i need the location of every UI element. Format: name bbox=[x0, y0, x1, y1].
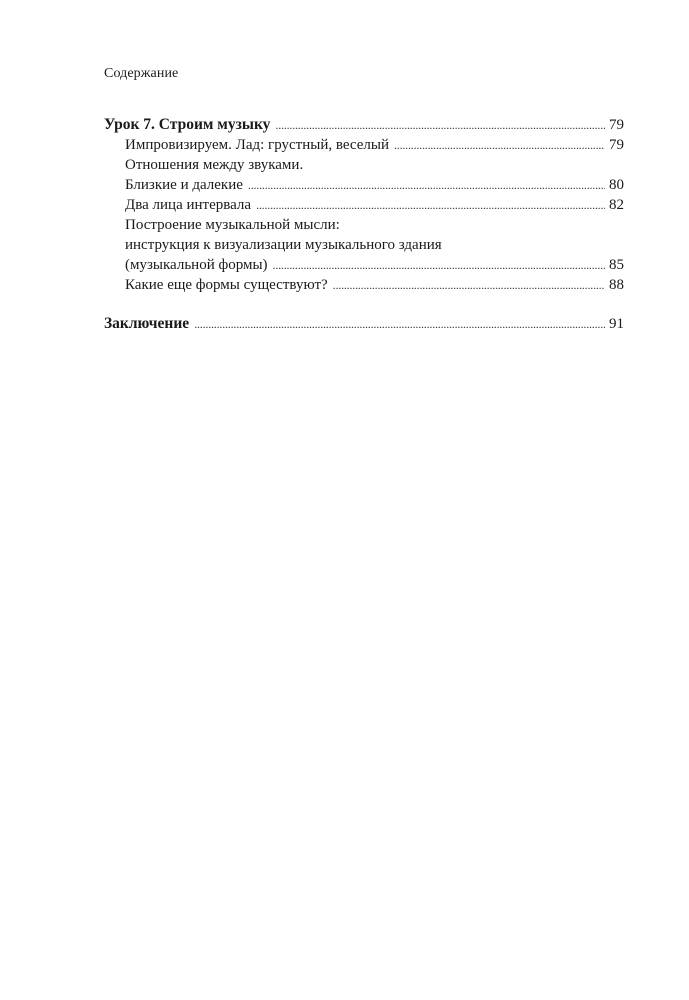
toc-entry-title: Импровизируем. Лад: грустный, веселый bbox=[125, 137, 389, 153]
dot-leader bbox=[394, 135, 605, 155]
toc-page-number: 91 bbox=[609, 316, 624, 332]
dot-leader bbox=[256, 195, 605, 215]
toc-entry-title: (музыкальной формы) bbox=[125, 257, 268, 273]
dot-leader bbox=[273, 255, 605, 275]
toc-entry-title-line: Отношения между звуками. bbox=[125, 157, 304, 173]
toc-entry-relations[interactable] bbox=[104, 175, 624, 195]
toc-page-number: 88 bbox=[609, 277, 624, 293]
toc-entry-title: Два лица интервала bbox=[125, 197, 252, 213]
toc-entry-musical-form[interactable] bbox=[104, 255, 624, 275]
section-gap bbox=[104, 295, 624, 314]
toc-entry-title-line: Построение музыкальной мысли: bbox=[125, 217, 340, 233]
toc-page-number: 80 bbox=[609, 177, 624, 193]
toc-page-number: 79 bbox=[609, 117, 624, 133]
dot-leader bbox=[275, 115, 605, 135]
toc-entry-improvise[interactable] bbox=[104, 135, 624, 155]
toc-entry-title: Близкие и далекие bbox=[125, 177, 243, 193]
toc-entry-title: Какие еще формы существуют? bbox=[125, 277, 328, 293]
dot-leader bbox=[194, 314, 605, 334]
toc-entry-title: Урок 7. Строим музыку bbox=[104, 116, 271, 133]
dot-leader bbox=[333, 275, 605, 295]
table-of-contents bbox=[104, 115, 624, 334]
toc-entry-interval[interactable] bbox=[104, 195, 624, 215]
running-head: Содержание bbox=[104, 66, 179, 81]
toc-page-number: 82 bbox=[609, 197, 624, 213]
toc-entry-conclusion[interactable] bbox=[104, 314, 624, 334]
toc-entry-lesson-7[interactable] bbox=[104, 115, 624, 135]
toc-entry-other-forms[interactable] bbox=[104, 275, 624, 295]
dot-leader bbox=[248, 175, 605, 195]
toc-entry-title-line: инструкция к визуализации музыкального здания bbox=[125, 237, 442, 253]
toc-page-number: 79 bbox=[609, 137, 624, 153]
toc-entry-title: Заключение bbox=[104, 315, 190, 332]
toc-page-number: 85 bbox=[609, 257, 624, 273]
